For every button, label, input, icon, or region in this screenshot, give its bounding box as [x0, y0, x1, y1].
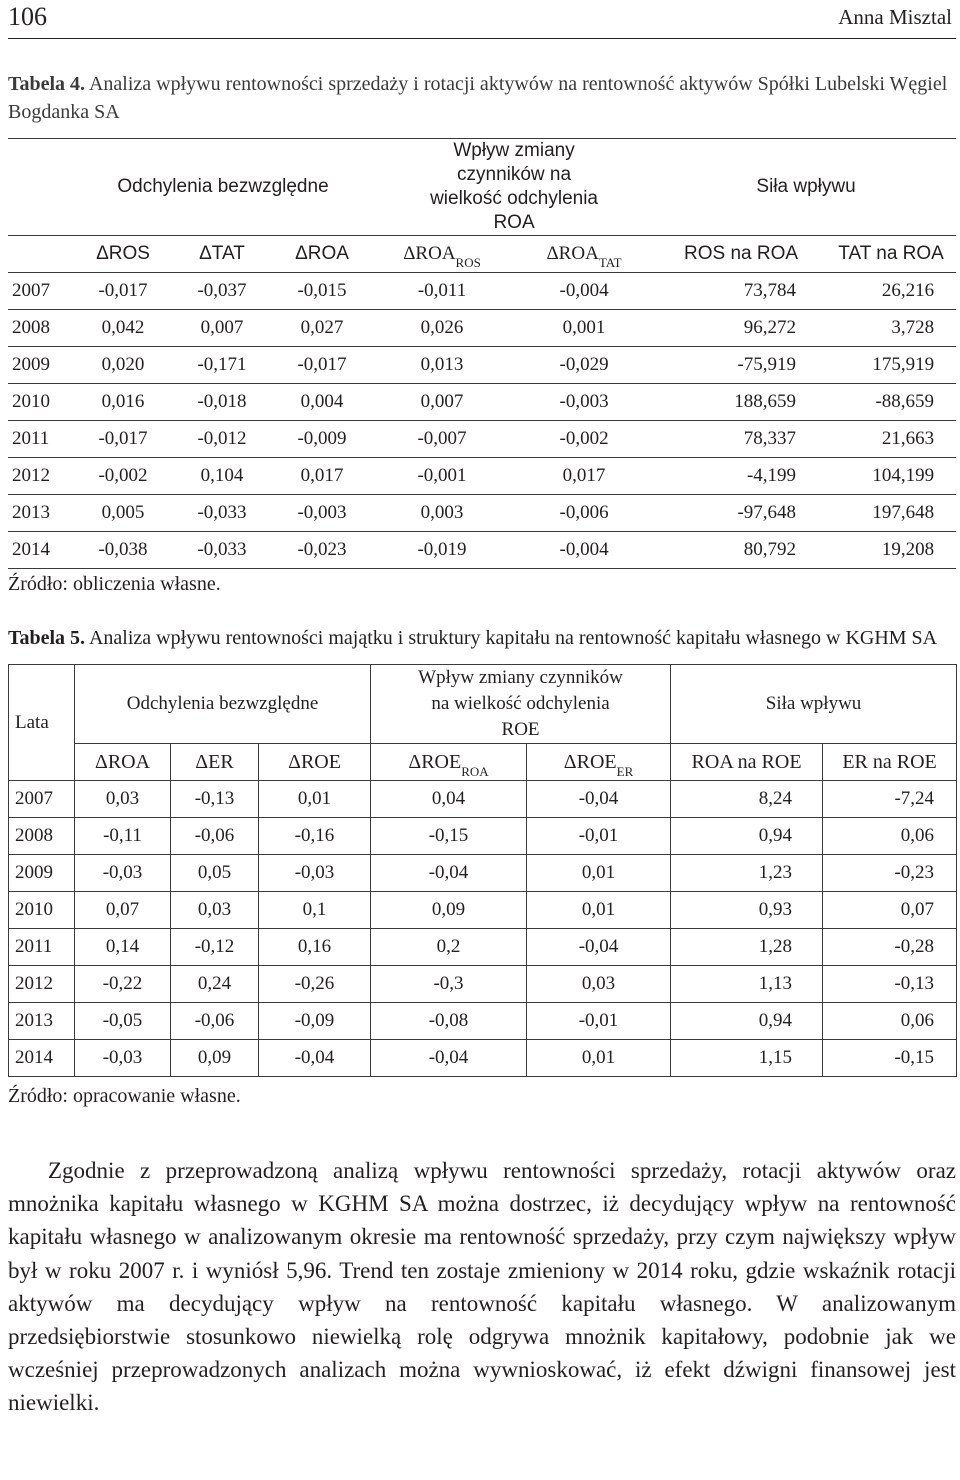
table5-body: [9, 781, 957, 1077]
table5-value-cell: 0,01: [527, 855, 671, 892]
table4-column-header: [74, 236, 172, 273]
table5-value-cell: -0,08: [371, 1003, 527, 1040]
table5-value-cell: -0,12: [171, 929, 259, 966]
table4-year-cell: 2007: [8, 273, 74, 310]
table4-value-cell: -0,015: [272, 273, 372, 310]
table4-year-cell: 2010: [8, 384, 74, 421]
table5-column-header-label: ΔROE: [288, 750, 341, 773]
table5-value-cell: 1,15: [671, 1040, 823, 1077]
table4-column-header: [172, 236, 272, 273]
table4-value-cell: -0,003: [512, 384, 656, 421]
table4-value-cell: 0,004: [272, 384, 372, 421]
table4-value-cell: -0,017: [74, 273, 172, 310]
table4-row: [8, 384, 956, 421]
table5-value-cell: 0,09: [171, 1040, 259, 1077]
table5-value-cell: -0,28: [823, 929, 957, 966]
table4-column-header: [826, 236, 956, 273]
table4-row: [8, 273, 956, 310]
table4-column-header-label: ΔTAT: [199, 243, 245, 264]
table5-value-cell: 0,1: [259, 892, 371, 929]
table4-value-cell: -0,029: [512, 347, 656, 384]
table4-column-header-label: ROS na ROA: [684, 243, 799, 264]
table5-value-cell: 0,94: [671, 1003, 823, 1040]
table5-year-cell: 2014: [9, 1040, 75, 1077]
table4-year-cell: 2011: [8, 421, 74, 458]
table4-value-cell: 0,017: [512, 458, 656, 495]
table5-value-cell: -0,04: [371, 1040, 527, 1077]
table4-caption-text: Analiza wpływu rentowności sprzedaży i rotacji aktywów na rentowność aktywów Spółki Lubelski Węgiel Bogdanka SA: [8, 73, 948, 123]
table4-value-cell: -0,019: [372, 532, 512, 569]
table5-column-header: [527, 744, 671, 781]
table5-year-cell: 2012: [9, 966, 75, 1003]
table4-empty-corner: [8, 236, 74, 273]
table5-value-cell: -0,15: [823, 1040, 957, 1077]
table5-row: [9, 818, 957, 855]
table5-value-cell: 0,01: [527, 892, 671, 929]
table4-value-cell: 0,026: [372, 310, 512, 347]
table4-value-cell: 3,728: [826, 310, 956, 347]
table4-row: [8, 532, 956, 569]
table4-column-header-label: ΔROA: [295, 243, 349, 264]
table4-value-cell: -0,007: [372, 421, 512, 458]
table5-value-cell: 0,01: [527, 1040, 671, 1077]
table5-value-cell: -0,01: [527, 1003, 671, 1040]
table5-value-cell: 0,05: [171, 855, 259, 892]
table4-column-header-label: ΔROA: [403, 243, 456, 264]
table5-value-cell: 0,01: [259, 781, 371, 818]
table5-column-header-label: ΔER: [195, 750, 234, 773]
table4-column-header-label: ΔROA: [546, 243, 599, 264]
table5-value-cell: -0,04: [259, 1040, 371, 1077]
table4-row: [8, 310, 956, 347]
table4-value-cell: -0,017: [272, 347, 372, 384]
table4-group-header: Odchylenia bezwzględne: [74, 139, 372, 236]
table4-value-cell: 104,199: [826, 458, 956, 495]
table4-value-cell: -0,009: [272, 421, 372, 458]
table4-value-cell: 73,784: [656, 273, 826, 310]
table4-column-header-subscript: TAT: [598, 255, 622, 270]
table4-value-cell: 188,659: [656, 384, 826, 421]
table4-value-cell: -0,038: [74, 532, 172, 569]
table5-row: [9, 1003, 957, 1040]
page-number: 106: [8, 2, 47, 31]
table4-column-header: [372, 236, 512, 273]
table5-value-cell: -0,03: [75, 855, 171, 892]
table4-group-header: Wpływ zmiany czynników na wielkość odchylenia ROA: [372, 139, 656, 236]
table5-column-header: [259, 744, 371, 781]
table5-column-header-subscript: ER: [616, 763, 634, 779]
table4-column-header-row: [8, 236, 956, 273]
table5-value-cell: 0,2: [371, 929, 527, 966]
table4-value-cell: -97,648: [656, 495, 826, 532]
table4-value-cell: -0,017: [74, 421, 172, 458]
table5-year-cell: 2013: [9, 1003, 75, 1040]
table4-value-cell: -0,006: [512, 495, 656, 532]
table5-year-cell: 2008: [9, 818, 75, 855]
table5-value-cell: -0,04: [527, 781, 671, 818]
table5-value-cell: -0,09: [259, 1003, 371, 1040]
body-paragraph-text: Zgodnie z przeprowadzoną analizą wpływu rentowności sprzedaży, rotacji aktywów oraz mnożnika kapitału własnego w KGHM SA można dostrzec, iż decydujący wpływ na rentowność kapitału własnego w analizowanym okresie ma rentowność sprzedaży, przy czym największy wpływ był w roku 2007 r. i wyniósł 5,96. Trend ten zostaje zmieniony w 2014 roku, gdzie wskaźnik rotacji aktywów ma decydujący wpływ na rentowność kapitału własnego. W analizowanym przedsiębiorstwie stosunkowo niewielką rolę odgrywa mnożnik kapitałowy, podobnie jak we wcześniej przeprowadzonych analizach można wywnioskować, iż efekt dźwigni finansowej jest niewielki.: [8, 1158, 956, 1416]
table5-column-header-label: ΔROE: [408, 750, 462, 773]
table5-column-header-label: ER na ROE: [842, 750, 937, 773]
table5-group-header: Odchylenia bezwzględne: [75, 665, 371, 744]
table5-year-cell: 2009: [9, 855, 75, 892]
table4-value-cell: -0,002: [512, 421, 656, 458]
table4-year-cell: 2014: [8, 532, 74, 569]
table4-value-cell: 80,792: [656, 532, 826, 569]
table5-value-cell: 0,06: [823, 1003, 957, 1040]
table4-value-cell: 175,919: [826, 347, 956, 384]
table5-row: [9, 781, 957, 818]
table5-value-cell: 0,06: [823, 818, 957, 855]
running-author: Anna Misztal: [838, 5, 952, 29]
table5-value-cell: -0,16: [259, 818, 371, 855]
table4-value-cell: 197,648: [826, 495, 956, 532]
table5: [8, 664, 957, 1077]
running-head: [8, 0, 956, 39]
table5-group-header: Wpływ zmiany czynników na wielkość odchylenia ROE: [371, 665, 671, 744]
table5-year-header: Lata: [9, 665, 75, 781]
table5-group-header-row: [9, 665, 957, 744]
table5-value-cell: -0,3: [371, 966, 527, 1003]
table4-body: [8, 273, 956, 569]
table4-value-cell: 0,001: [512, 310, 656, 347]
table4-source: Źródło: obliczenia własne.: [8, 573, 221, 595]
table4-empty-corner: [8, 139, 74, 236]
table4-value-cell: -0,012: [172, 421, 272, 458]
table5-value-cell: -0,05: [75, 1003, 171, 1040]
table4-caption-label: Tabela 4.: [8, 73, 86, 95]
table4-column-header: [272, 236, 372, 273]
table5-value-cell: -0,01: [527, 818, 671, 855]
table5-row: [9, 966, 957, 1003]
table4-value-cell: 0,104: [172, 458, 272, 495]
table4-year-cell: 2013: [8, 495, 74, 532]
table4-value-cell: -0,033: [172, 495, 272, 532]
table4-value-cell: -75,919: [656, 347, 826, 384]
table4-value-cell: -0,037: [172, 273, 272, 310]
table4-column-header-label: TAT na ROA: [838, 243, 944, 264]
table5-row: [9, 892, 957, 929]
table5-value-cell: 0,03: [171, 892, 259, 929]
table4-year-cell: 2009: [8, 347, 74, 384]
table4-value-cell: -0,033: [172, 532, 272, 569]
table4-value-cell: 78,337: [656, 421, 826, 458]
table5-value-cell: 0,03: [527, 966, 671, 1003]
table5-value-cell: -0,03: [259, 855, 371, 892]
table5-column-header-label: ΔROA: [94, 750, 151, 773]
table4-value-cell: 0,017: [272, 458, 372, 495]
table4-value-cell: -0,018: [172, 384, 272, 421]
table4-caption: [8, 70, 956, 126]
table4-value-cell: 0,013: [372, 347, 512, 384]
table5-value-cell: 0,14: [75, 929, 171, 966]
table4-value-cell: 0,027: [272, 310, 372, 347]
table4-value-cell: 0,005: [74, 495, 172, 532]
table4-column-header-subscript: ROS: [455, 255, 481, 270]
table5-year-cell: 2010: [9, 892, 75, 929]
table4-value-cell: -0,011: [372, 273, 512, 310]
table5-value-cell: -0,06: [171, 1003, 259, 1040]
table5-row: [9, 855, 957, 892]
table5-value-cell: -0,13: [171, 781, 259, 818]
table4-column-header: [656, 236, 826, 273]
table5-value-cell: -0,15: [371, 818, 527, 855]
body-paragraph: [8, 1154, 956, 1420]
table4-row: [8, 495, 956, 532]
table5-year-cell: 2011: [9, 929, 75, 966]
table4-column-header: [512, 236, 656, 273]
table4-value-cell: -0,003: [272, 495, 372, 532]
table4-group-header: Siła wpływu: [656, 139, 956, 236]
table5-column-header: [75, 744, 171, 781]
table5-value-cell: 0,24: [171, 966, 259, 1003]
table5-column-header-row: [9, 744, 957, 781]
table5-value-cell: 8,24: [671, 781, 823, 818]
table4-value-cell: 21,663: [826, 421, 956, 458]
table4-column-header-label: ΔROS: [96, 243, 150, 264]
table5-value-cell: 0,03: [75, 781, 171, 818]
table4-value-cell: 0,007: [172, 310, 272, 347]
table5-value-cell: -0,13: [823, 966, 957, 1003]
table5-value-cell: 1,28: [671, 929, 823, 966]
table5-value-cell: -0,04: [371, 855, 527, 892]
table5-value-cell: -0,26: [259, 966, 371, 1003]
table4-value-cell: 0,042: [74, 310, 172, 347]
table4-value-cell: -0,001: [372, 458, 512, 495]
table4-value-cell: -88,659: [826, 384, 956, 421]
table5-value-cell: -0,23: [823, 855, 957, 892]
table5-value-cell: 0,93: [671, 892, 823, 929]
table5-value-cell: 0,16: [259, 929, 371, 966]
table5-value-cell: 0,04: [371, 781, 527, 818]
table4-value-cell: 0,016: [74, 384, 172, 421]
table4-value-cell: -0,002: [74, 458, 172, 495]
table4-value-cell: 0,003: [372, 495, 512, 532]
table5-value-cell: -0,11: [75, 818, 171, 855]
table5-value-cell: -0,06: [171, 818, 259, 855]
table5-column-header: [371, 744, 527, 781]
table4-value-cell: 96,272: [656, 310, 826, 347]
table5-value-cell: 0,94: [671, 818, 823, 855]
table5-source: Źródło: opracowanie własne.: [8, 1085, 241, 1107]
table4: [8, 138, 956, 569]
table5-value-cell: 0,07: [75, 892, 171, 929]
table5-column-header-subscript: ROA: [461, 763, 489, 779]
table5-value-cell: 1,23: [671, 855, 823, 892]
table5-row: [9, 1040, 957, 1077]
table5-row: [9, 929, 957, 966]
table5-value-cell: 0,07: [823, 892, 957, 929]
table5-year-cell: 2007: [9, 781, 75, 818]
table5-value-cell: -0,22: [75, 966, 171, 1003]
table4-value-cell: -4,199: [656, 458, 826, 495]
table4-value-cell: -0,004: [512, 273, 656, 310]
table5-column-header-label: ROA na ROE: [691, 750, 802, 773]
table4-value-cell: 0,007: [372, 384, 512, 421]
table5-column-header: [171, 744, 259, 781]
table5-group-header: Siła wpływu: [671, 665, 957, 744]
table4-value-cell: 0,020: [74, 347, 172, 384]
table4-value-cell: -0,171: [172, 347, 272, 384]
table4-value-cell: 19,208: [826, 532, 956, 569]
table4-value-cell: 26,216: [826, 273, 956, 310]
document-page: [8, 0, 956, 1420]
table5-column-header: [823, 744, 957, 781]
table4-year-cell: 2008: [8, 310, 74, 347]
table5-value-cell: 0,09: [371, 892, 527, 929]
table5-value-cell: -0,03: [75, 1040, 171, 1077]
table4-row: [8, 347, 956, 384]
table5-caption-label: Tabela 5.: [8, 627, 86, 649]
table5-column-header: [671, 744, 823, 781]
table4-row: [8, 421, 956, 458]
table5-column-header-label: ΔROE: [563, 750, 617, 773]
table4-row: [8, 458, 956, 495]
table5-caption-text: Analiza wpływu rentowności majątku i struktury kapitału na rentowność kapitału własnego w KGHM SA: [85, 627, 938, 649]
table5-caption: [8, 624, 956, 652]
table5-value-cell: -7,24: [823, 781, 957, 818]
table4-value-cell: -0,023: [272, 532, 372, 569]
table4-value-cell: -0,004: [512, 532, 656, 569]
table5-value-cell: 1,13: [671, 966, 823, 1003]
table4-year-cell: 2012: [8, 458, 74, 495]
table5-value-cell: -0,04: [527, 929, 671, 966]
table4-group-header-row: [8, 139, 956, 236]
